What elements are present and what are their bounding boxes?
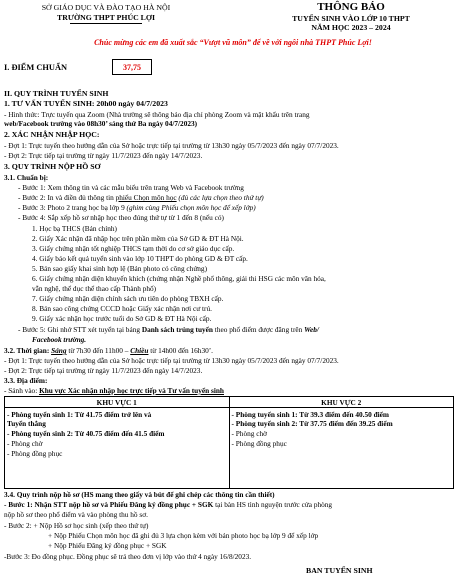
- document-item: 3. Giấy chứng nhận tốt nghiệp THCS tạm thời do cơ sở giáo dục cấp.: [32, 244, 235, 253]
- confirmation-title: 2. XÁC NHẬN NHẬP HỌC:: [4, 130, 100, 139]
- table-cell-area-2: [229, 408, 454, 489]
- prep-step-5-continuation: Facebook trường.: [32, 335, 87, 344]
- confirmation-round-2: - Đợt 2: Trực tiếp tại trường từ ngày 11/7/2023 đến ngày 14/7/2023.: [4, 151, 203, 160]
- area-2-line: - Phòng tuyển sinh 2: Từ 37.75 điểm đến 39.25 điểm: [231, 419, 393, 428]
- time-round-2: - Đợt 2: Trực tiếp tại trường từ ngày 11/7/2023 đến ngày 14/7/2023.: [4, 366, 203, 375]
- area-1-line: - Phòng tuyển sinh 2: Từ 40.75 điểm đến 41.5 điểm: [7, 429, 165, 438]
- procedure-title: 3.4. Quy trình nộp hồ sơ (HS mang theo giấy và bút để ghi chép các thông tin cần thiết): [4, 490, 275, 499]
- prep-step-4: - Bước 4: Sắp xếp hồ sơ nhập học theo đúng thứ tự từ 1 đến 8 (nếu có): [18, 213, 224, 222]
- procedure-step-2c: + Nộp Phiếu Đăng ký đồng phục + SGK: [48, 541, 167, 550]
- prep-step-2: - Bước 2: In và điền đủ thông tin phiếu Chọn môn học (đủ các lựa chọn theo thứ tự): [18, 193, 264, 202]
- table-row: [5, 408, 454, 489]
- benchmark-box: [112, 59, 152, 75]
- confirmation-round-1: - Đợt 1: Trực tuyến theo hướng dẫn của Sở hoặc trực tiếp tại trường từ 13h30 ngày 05/7/2023 đến ngày 07/7/2023.: [4, 141, 339, 150]
- prep-step-1: - Bước 1: Xem thông tin và các mẫu biểu trên trang Web và Facebook trường: [18, 183, 244, 192]
- document-item-continuation: vẫn nghệ, thể dục thể thao cấp Thành phố): [32, 284, 157, 293]
- area-2-line: - Phòng chờ: [231, 429, 267, 438]
- table-header-row: [5, 397, 454, 408]
- preparation-title: 3.1. Chuẩn bị:: [4, 173, 49, 182]
- congratulations-banner: Chúc mừng các em đã xuất sắc “Vượt vũ môn” để về với ngôi nhà THPT Phúc Lợi!: [94, 38, 372, 47]
- school-year: NĂM HỌC 2023 – 2024: [311, 23, 391, 32]
- table-cell-area-1: [5, 408, 230, 489]
- area-table: [4, 396, 454, 489]
- notice-title: THÔNG BÁO: [317, 1, 385, 13]
- area-1-line: - Phòng chờ: [7, 439, 43, 448]
- procedure-step-2b: + Nộp Phiếu Chọn môn học đã ghi đủ 3 lựa chọn kèm với bản photo học bạ lớp 9 để xếp lớp: [48, 531, 319, 540]
- area-2-line: - Phòng tuyển sinh 1: Từ 39.3 điểm đến 40.50 điểm: [231, 410, 389, 419]
- consulting-line-1: - Hình thức: Trực tuyến qua Zoom (Nhà trường sẽ thông báo địa chỉ phòng Zoom và mật khẩu trên trang: [4, 110, 310, 119]
- procedure-step-3: -Bước 3: Đo đồng phục. Đồng phục sẽ trả theo đơn vị lớp vào thứ 4 ngày 16/8/2023.: [4, 552, 252, 561]
- submission-title: 3. QUY TRÌNH NỘP HỒ SƠ: [4, 162, 101, 171]
- document-item: 8. Bản sao công chứng CCCD hoặc Giấy xác nhận nơi cư trú.: [32, 304, 212, 313]
- prep-step-3: - Bước 3: Photo 2 trang học bạ lớp 9 (ghim cùng Phiếu chọn môn học để xếp lớp): [18, 203, 256, 212]
- document-item: 6. Giấy chứng nhận diện khuyến khích (chứng nhận Nghề phổ thông, giải thi HSG các môn văn hóa,: [32, 274, 326, 283]
- signature-board: BAN TUYỂN SINH: [306, 566, 373, 575]
- location-line: - Sảnh vào: Khu vực Xác nhận nhập học trực tiếp và Tư vấn tuyển sinh: [4, 386, 224, 395]
- document-item: 7. Giấy chứng nhận diện chính sách ưu tiên do phòng TBXH cấp.: [32, 294, 224, 303]
- document-item: 9. Giấy xác nhận học trước tuổi do Sở GD & ĐT Hà Nội cấp.: [32, 314, 212, 323]
- table-header-cell: KHU VỰC 2: [229, 397, 454, 408]
- procedure-step-1-continuation: nộp hồ sơ theo phổ điểm và vào phòng thu hồ sơ.: [4, 510, 148, 519]
- benchmark-label: I. ĐIỂM CHUẨN: [4, 63, 68, 72]
- document-item: 4. Giấy báo kết quả tuyển sinh vào lớp 10 THPT do phòng GD & ĐT cấp.: [32, 254, 248, 263]
- document-item: 1. Học bạ THCS (Bản chính): [32, 224, 117, 233]
- consulting-line-2: web/Facebook trường vào 08h30’ sáng thứ Ba ngày 04/7/2023): [4, 119, 198, 128]
- area-1-line: Tuyển thẳng: [7, 419, 46, 428]
- school-name: TRƯỜNG THPT PHÚC LỢI: [57, 13, 155, 22]
- document-item: 5. Bản sao giấy khai sinh hợp lệ (Bản photo có công chứng): [32, 264, 208, 273]
- location-title: 3.3. Địa điểm:: [4, 376, 48, 385]
- header-divider: [70, 23, 142, 24]
- area-1-line: - Phòng đồng phục: [7, 449, 63, 458]
- benchmark-score: 37,75: [123, 63, 141, 72]
- table-header-cell: KHU VỰC 1: [5, 397, 230, 408]
- notice-subtitle: TUYỂN SINH VÀO LỚP 10 THPT: [292, 14, 410, 23]
- section-2-title: II. QUY TRÌNH TUYỂN SINH: [4, 89, 109, 98]
- procedure-step-1: - Bước 1: Nhận STT nộp hồ sơ và Phiếu Đăng ký đồng phục + SGK tại bàn HS tình nguyện trước cửa phòng: [4, 500, 333, 509]
- area-2-line: - Phòng đồng phục: [231, 439, 287, 448]
- time-round-1: - Đợt 1: Trực tuyến theo hướng dẫn của Sở hoặc trực tiếp tại trường từ 13h30 ngày 05/7/2023 đến ngày 07/7/2023.: [4, 356, 339, 365]
- procedure-step-2: - Bước 2: + Nộp Hồ sơ học sinh (xếp theo thứ tự): [4, 521, 149, 530]
- consulting-title: 1. TƯ VẤN TUYỂN SINH: 20h00 ngày 04/7/2023: [4, 99, 168, 108]
- document-item: 2. Giấy Xác nhận đã nhập học trên phần mềm của Sở GD & ĐT Hà Nội.: [32, 234, 244, 243]
- department-name: SỞ GIÁO DỤC VÀ ĐÀO TẠO HÀ NỘI: [41, 3, 171, 12]
- area-1-line: - Phòng tuyển sinh 1: Từ 41.75 điểm trở lên và: [7, 410, 152, 419]
- time-line: 3.2. Thời gian: Sáng từ 7h30 đến 11h00 – Chiều từ 14h00 đến 16h30’.: [4, 346, 214, 355]
- prep-step-5: - Bước 5: Ghi nhớ STT xét tuyển tại bảng Danh sách trúng tuyển theo phổ điểm được đăng trên Web/: [18, 325, 319, 334]
